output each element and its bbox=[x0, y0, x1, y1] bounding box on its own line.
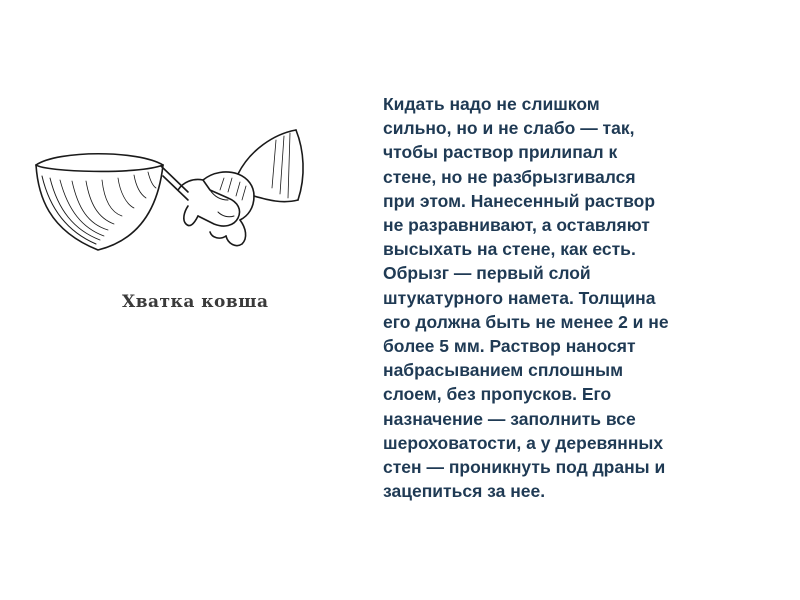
ladle-and-hand-drawing bbox=[28, 120, 328, 290]
slide-body-text: Кидать надо не слишком сильно, но и не слабо — так, чтобы раствор прилипал к стене, но не разбрызгивался при этом. Нанесенный раствор не разравнивают, а оставляют высыхать на стене, как есть. Обрызг — первый слой штукатурного намета. Толщина его должна быть не менее 2 и не более 5 мм. Раствор наносят набрасыванием сплошным слоем, без пропусков. Его назначение — заполнить все шероховатости, а у деревянных стен — проникнуть под драны и зацепиться за нее. bbox=[383, 94, 669, 502]
illustration-caption: Хватка ковша bbox=[122, 292, 269, 312]
